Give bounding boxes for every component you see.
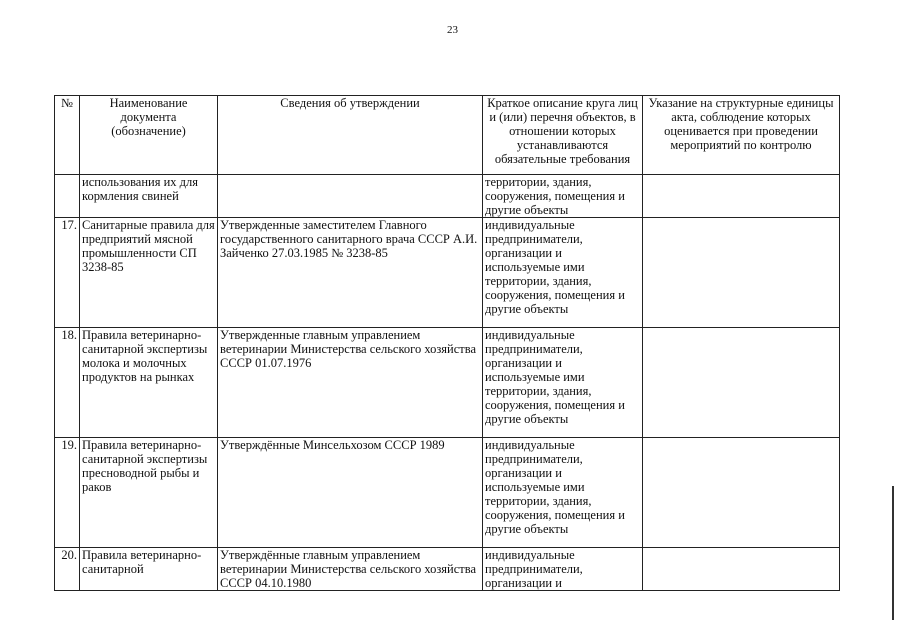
approval-cell: Утвержденные заместителем Главного государственного санитарного врача СССР А.И. Зайченко 27.03.1985 № 3238-85 (218, 218, 483, 328)
row-number: 18. (55, 328, 80, 438)
row-number: 17. (55, 218, 80, 328)
structural-units-cell (643, 218, 840, 328)
table-header-row (55, 96, 840, 175)
document-name-cell: Правила ветеринарно-санитарной экспертизы молока и молочных продуктов на рынках (80, 328, 218, 438)
structural-units-cell (643, 438, 840, 548)
row-number: 19. (55, 438, 80, 548)
document-name-cell: Правила ветеринарно-санитарной экспертизы пресноводной рыбы и раков (80, 438, 218, 548)
structural-units-cell (643, 175, 840, 218)
approval-cell: Утвержденные главным управлением ветеринарии Министерства сельского хозяйства СССР 01.07.1976 (218, 328, 483, 438)
document-name-cell: использования их для кормления свиней (80, 175, 218, 218)
approval-cell (218, 175, 483, 218)
structural-units-cell (643, 548, 840, 591)
header-approval-info: Сведения об утверждении (218, 96, 483, 175)
header-scope: Краткое описание круга лиц и (или) перечня объектов, в отношении которых устанавливаются обязательные требования (483, 96, 643, 175)
header-structural-units: Указание на структурные единицы акта, соблюдение которых оценивается при проведении мероприятий по контролю (643, 96, 840, 175)
structural-units-cell (643, 328, 840, 438)
row-number (55, 175, 80, 218)
document-name-cell: Правила ветеринарно-санитарной (80, 548, 218, 591)
table-row (55, 438, 840, 548)
scope-cell: индивидуальные предприниматели, организации и используемые ими территории, здания, сооружения, помещения и другие объекты (483, 218, 643, 328)
row-number: 20. (55, 548, 80, 591)
table-row (55, 218, 840, 328)
requirements-table (54, 95, 840, 591)
page-number: 23 (447, 24, 458, 36)
approval-cell: Утверждённые Минсельхозом СССР 1989 (218, 438, 483, 548)
document-name-cell: Санитарные правила для предприятий мясной промышленности СП 3238-85 (80, 218, 218, 328)
header-document-name: Наименование документа (обозначение) (80, 96, 218, 175)
table-row (55, 328, 840, 438)
scope-cell: индивидуальные предприниматели, организации и используемые ими территории, здания, сооружения, помещения и другие объекты (483, 438, 643, 548)
scope-cell: индивидуальные предприниматели, организации и используемые ими территории, здания, сооружения, помещения и другие объекты (483, 328, 643, 438)
scope-cell: индивидуальные предприниматели, организации и (483, 548, 643, 591)
approval-cell: Утверждённые главным управлением ветеринарии Министерства сельского хозяйства СССР 04.10.1980 (218, 548, 483, 591)
scope-cell: территории, здания, сооружения, помещения и другие объекты (483, 175, 643, 218)
table-row (55, 548, 840, 591)
scan-edge-mark (892, 486, 894, 620)
table-row (55, 175, 840, 218)
header-number: № (55, 96, 80, 175)
